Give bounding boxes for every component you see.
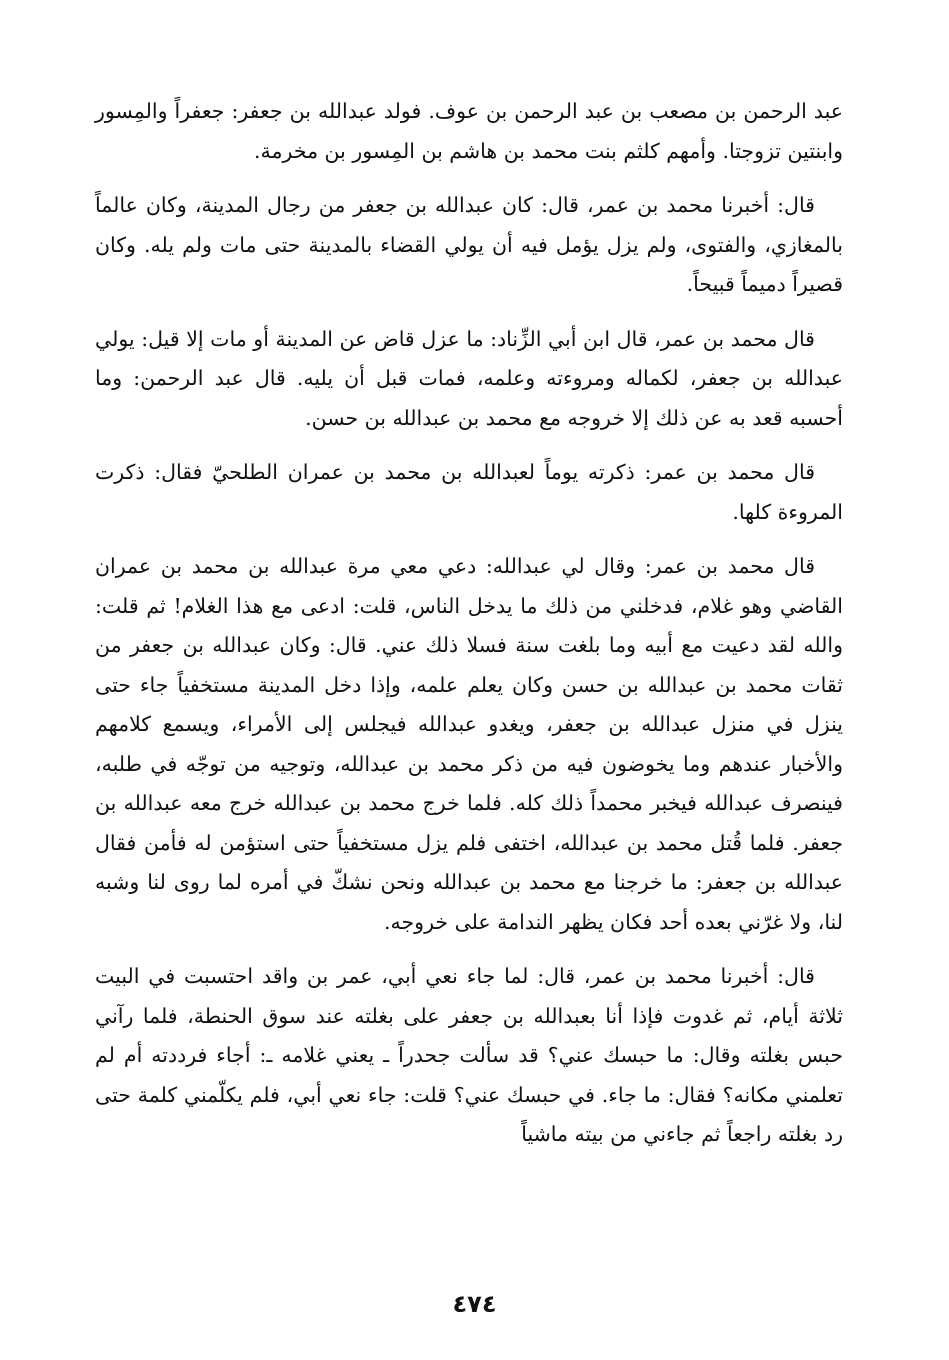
paragraph-3: قال محمد بن عمر، قال ابن أبي الزِّناد: ما عزل قاض عن المدينة أو مات إلا قيل: يولي عبدالله بن جعفر، لكماله ومروءته وعلمه، فمات قبل أن يليه. قال عبد الرحمن: وما أحسبه قعد به عن ذلك إلا خروجه مع محمد بن عبدالله بن حسن. bbox=[95, 326, 843, 430]
paragraph-1: عبد الرحمن بن مصعب بن عبد الرحمن بن عوف. فولد عبدالله بن جعفر: جعفراً والمِسور وابنتين تزوجتا. وأمهم كلثم بنت محمد بن هاشم بن المِسور بن مخرمة. bbox=[95, 99, 843, 163]
paragraph-6: قال: أخبرنا محمد بن عمر، قال: لما جاء نعي أبي، عمر بن واقد احتسبت في البيت ثلاثة أيام، ثم غدوت فإذا أنا بعبدالله بن جعفر على بغلته عند سوق الحنطة، فلما رآني حبس بغلته وقال: ما حبسك عني؟ قد سألت جحدراً ـ يعني غلامه ـ: أجاء فرددته أم لم تعلمني مكانه؟ فقال: ما جاء. في حبسك عني؟ قلت: جاء نعي أبي، فلم يكلّمني كلمة حتى رد بغلته راجعاً ثم جاءني من بيته ماشياً bbox=[95, 964, 843, 1146]
paragraph-2: قال: أخبرنا محمد بن عمر، قال: كان عبدالله بن جعفر من رجال المدينة، وكان عالماً بالمغازي، والفتوى، ولم يزل يؤمل فيه أن يولي القضاء بالمدينة حتى مات ولم يله. وكان قصيراً دميماً قبيحاً. bbox=[95, 193, 843, 296]
page-body bbox=[95, 92, 843, 1170]
page-number: ٤٧٤ bbox=[452, 1290, 497, 1318]
paragraph-4: قال محمد بن عمر: ذكرته يوماً لعبدالله بن محمد بن عمران الطلحيّ فقال: ذكرت المروءة كلها. bbox=[95, 460, 843, 524]
paragraph-5: قال محمد بن عمر: وقال لي عبدالله: دعي معي مرة عبدالله بن محمد بن عمران القاضي وهو غلام، فدخلني من ذلك ما يدخل الناس، قلت: ادعى مع هذا الغلام! ثم قلت: والله لقد دعيت مع أبيه وما بلغت سنة فسلا ذلك عني. قال: وكان عبدالله بن جعفر من ثقات محمد بن عبدالله بن حسن وكان يعلم علمه، وإذا دخل المدينة مستخفياً جاء حتى ينزل في منزل عبدالله بن جعفر، ويغدو عبدالله فيجلس إلى الأمراء، ويسمع كلامهم والأخبار عندهم وما يخوضون فيه من ذكر محمد بن عبدالله، وتوجيه من توجّه في طلبه، فينصرف عبدالله فيخبر محمداً ذلك كله. فلما خرج محمد بن عبدالله خرج معه عبدالله بن جعفر. فلما قُتل محمد بن عبدالله، اختفى فلم يزل مستخفياً حتى استؤمن له فأمن فقال عبدالله بن جعفر: ما خرجنا مع محمد بن عبدالله ونحن نشكّ في أمره لما روى لنا وشبه لنا، ولا غرّني بعده أحد فكان يظهر الندامة على خروجه. bbox=[95, 554, 843, 934]
